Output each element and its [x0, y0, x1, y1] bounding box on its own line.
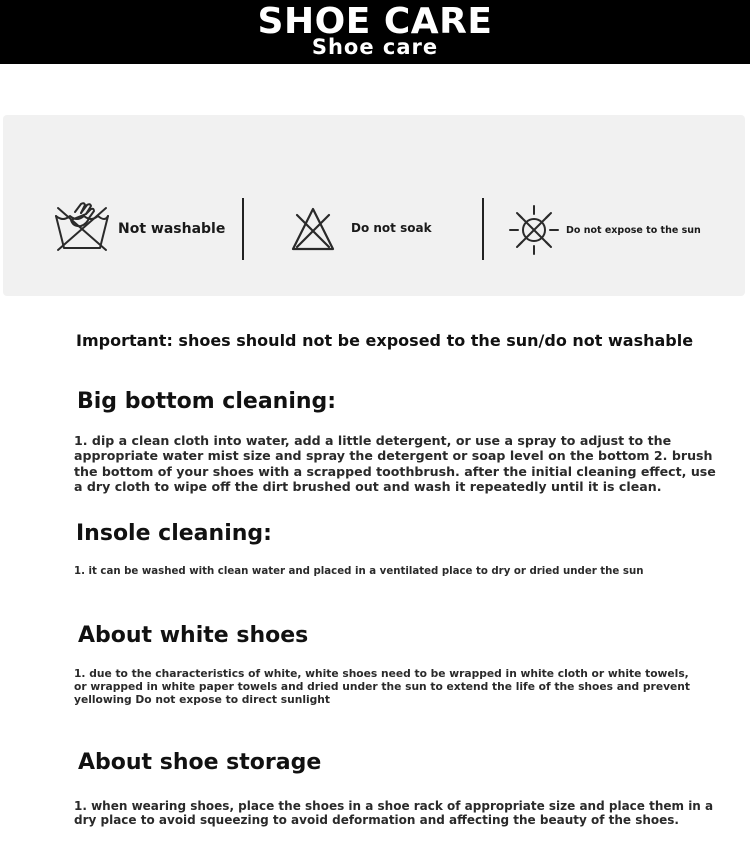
paragraph-line: dry place to avoid squeezing to avoid deformation and affecting the beauty of the shoes.	[74, 813, 679, 828]
no-hand-wash-icon	[53, 202, 113, 252]
no-soak-icon	[289, 205, 337, 253]
no-sun-icon	[508, 204, 560, 256]
section-body-big-bottom	[74, 433, 716, 495]
care-item-do-not-soak	[289, 205, 432, 253]
care-label-no-sun: Do not expose to the sun	[566, 225, 701, 236]
care-item-not-washable	[53, 202, 225, 252]
page-subtitle: Shoe care	[311, 35, 439, 59]
section-heading-insole: Insole cleaning:	[76, 521, 272, 546]
paragraph-line: 1. it can be washed with clean water and placed in a ventilated place to dry or dried under the sun	[74, 566, 644, 577]
page-title: SHOE CARE	[257, 1, 493, 42]
care-item-no-sun	[508, 204, 701, 256]
header-banner	[0, 0, 750, 64]
section-heading-big-bottom: Big bottom cleaning:	[77, 389, 337, 414]
section-body-insole	[74, 565, 643, 579]
section-body-storage	[74, 799, 713, 827]
paragraph-line: appropriate water mist size and spray the detergent or soap level on the bottom 2. brush	[74, 448, 713, 464]
divider	[242, 198, 244, 260]
paragraph-line: 1. dip a clean cloth into water, add a little detergent, or use a spray to adjust to the	[74, 433, 672, 448]
section-body-white-shoes	[74, 667, 690, 707]
paragraph-line: the bottom of your shoes with a scrapped toothbrush. after the initial cleaning effect, use	[74, 463, 716, 479]
section-heading-white-shoes: About white shoes	[78, 623, 309, 648]
important-note: Important: shoes should not be exposed to the sun/do not washable	[76, 331, 694, 350]
paragraph-line: a dry cloth to wipe off the dirt brushed out and wash it repeatedly until it is clean.	[74, 479, 662, 495]
divider	[482, 198, 484, 260]
paragraph-line: 1. due to the characteristics of white, white shoes need to be wrapped in white cloth or white towels,	[74, 667, 689, 680]
section-heading-storage: About shoe storage	[78, 750, 322, 775]
paragraph-line: or wrapped in white paper towels and dried under the sun to extend the life of the shoes and prevent	[74, 680, 691, 694]
care-label-do-not-soak: Do not soak	[351, 221, 432, 235]
paragraph-line: yellowing Do not expose to direct sunlight	[74, 693, 331, 707]
care-label-not-washable: Not washable	[118, 221, 226, 237]
paragraph-line: 1. when wearing shoes, place the shoes in a shoe rack of appropriate size and place them in a	[74, 799, 714, 813]
